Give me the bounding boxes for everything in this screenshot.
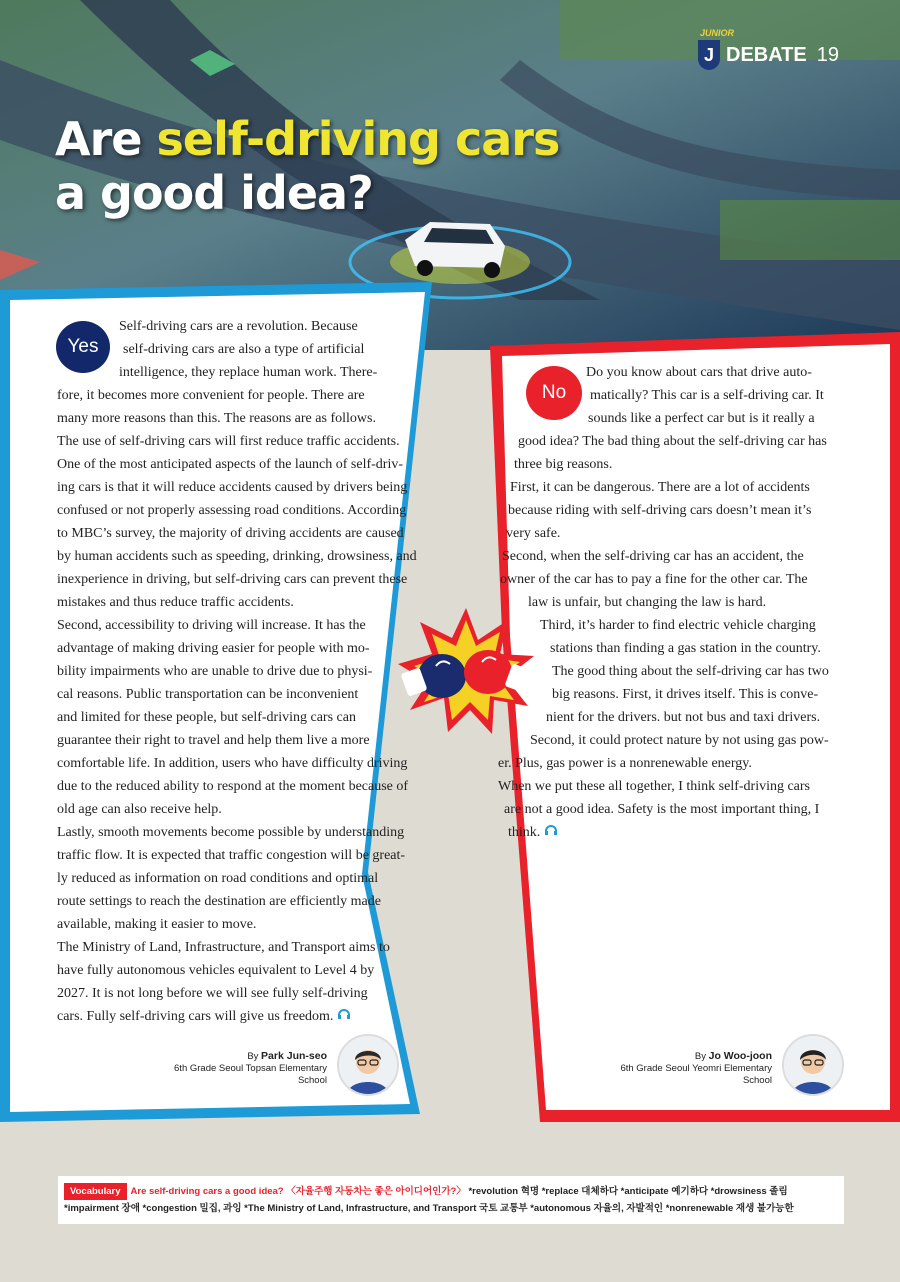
yes-line: many more reasons than this. The reasons are as follows. <box>57 411 376 426</box>
avatar <box>782 1034 844 1096</box>
no-line: nient for the drivers. but not bus and taxi drivers. <box>546 710 821 725</box>
yes-line: traffic flow. It is expected that traffic congestion will be great- <box>57 848 406 863</box>
yes-line: and limited for these people, but self-driving cars can <box>57 710 356 725</box>
yes-line: Lastly, smooth movements become possible by understanding <box>57 825 405 840</box>
yes-badge: Yes <box>56 321 110 373</box>
yes-line: route settings to reach the destination are efficiently made <box>57 894 381 909</box>
boxing-gloves-icon <box>396 606 536 736</box>
yes-line: to MBC’s survey, the majority of driving accidents are caused <box>57 526 404 541</box>
no-line: Do you know about cars that drive auto- <box>586 365 812 380</box>
yes-line: ing cars is that it will reduce accidents caused by drivers being <box>57 480 408 495</box>
no-line: Second, when the self-driving car has an accident, the <box>502 549 804 564</box>
yes-line: available, making it easier to move. <box>57 917 257 932</box>
no-line: because riding with self-driving cars doesn’t mean it’s <box>508 503 812 518</box>
author-school: 6th Grade Seoul Topsan Elementary School <box>174 1063 327 1086</box>
no-line: The good thing about the self-driving car has two <box>552 664 829 679</box>
no-line: stations than finding a gas station in the country. <box>550 641 821 656</box>
yes-line: cars. Fully self-driving cars will give us freedom. <box>57 1009 334 1024</box>
title-highlight: self-driving cars <box>156 112 560 166</box>
no-line: First, it can be dangerous. There are a lot of accidents <box>510 480 810 495</box>
author-school: 6th Grade Seoul Yeomri Elementary School <box>620 1063 772 1086</box>
author-photo-icon <box>784 1036 842 1094</box>
author-name: Jo Woo-joon <box>708 1050 772 1062</box>
yes-line: mistakes and thus reduce traffic accidents. <box>57 595 294 610</box>
no-line: When we put these all together, I think self-driving cars <box>498 779 811 794</box>
no-line: are not a good idea. Safety is the most important thing, I <box>504 802 820 817</box>
page-number: 19 <box>816 43 839 66</box>
yes-line: old age can also receive help. <box>57 802 222 817</box>
yes-line: comfortable life. In addition, users who have difficulty driving <box>57 756 408 771</box>
magazine-brand <box>698 28 839 70</box>
yes-byline <box>150 1050 327 1087</box>
no-line: er. Plus, gas power is a nonrenewable energy. <box>498 756 752 771</box>
vocabulary-question: Are self-driving cars a good idea? 〈자율주행 자동차는 좋은 아이디어인가?〉 <box>130 1186 466 1197</box>
yes-line: have fully autonomous vehicles equivalent to Level 4 by <box>57 963 375 978</box>
no-byline <box>590 1050 772 1087</box>
no-line: owner of the car has to pay a fine for the other car. The <box>500 572 808 587</box>
yes-line: fore, it becomes more convenient for people. There are <box>57 388 365 403</box>
yes-line: bility impairments who are unable to drive due to physi- <box>57 664 373 679</box>
no-badge: No <box>526 366 582 420</box>
author-photo-icon <box>339 1036 397 1094</box>
byline-prefix: By <box>694 1051 709 1062</box>
no-line: think. <box>508 825 541 840</box>
no-line: matically? This car is a self-driving car. It <box>590 388 824 403</box>
vocabulary-tag: Vocabulary <box>64 1183 127 1200</box>
byline-prefix: By <box>247 1051 262 1062</box>
yes-line: intelligence, they replace human work. There- <box>119 365 378 380</box>
no-line: Third, it’s harder to find electric vehicle charging <box>540 618 816 633</box>
yes-line: advantage of making driving easier for people with mo- <box>57 641 370 656</box>
vocabulary-box <box>58 1176 844 1224</box>
no-line: good idea? The bad thing about the self-driving car has <box>518 434 827 449</box>
author-name: Park Jun-seo <box>261 1050 327 1062</box>
yes-line: cal reasons. Public transportation can be inconvenient <box>57 687 359 702</box>
brand-junior-label: JUNIOR <box>700 28 735 38</box>
yes-line: The Ministry of Land, Infrastructure, and Transport aims to <box>57 940 390 955</box>
yes-line: Self-driving cars are a revolution. Because <box>119 319 358 334</box>
title-part1: Are <box>55 112 157 166</box>
no-line: Second, it could protect nature by not using gas pow- <box>530 733 829 748</box>
title-line2: a good idea? <box>55 166 373 220</box>
yes-article <box>57 315 442 1028</box>
yes-line: inexperience in driving, but self-driving cars can prevent these <box>57 572 408 587</box>
yes-line: guarantee their right to travel and help them live a more <box>57 733 370 748</box>
yes-line: confused or not properly assessing road conditions. According <box>57 503 407 518</box>
page-title <box>55 112 559 220</box>
no-article <box>498 361 858 844</box>
yes-line-last <box>57 1005 442 1028</box>
yes-line: Second, accessibility to driving will increase. It has the <box>57 618 366 633</box>
brand-logo-j: J <box>698 40 720 70</box>
yes-line: self-driving cars are also a type of artificial <box>123 342 365 357</box>
yes-line: ly reduced as information on road conditions and optimal <box>57 871 379 886</box>
no-line: big reasons. First, it drives itself. This is conve- <box>552 687 819 702</box>
avatar <box>337 1034 399 1096</box>
headphones-icon <box>337 1008 351 1020</box>
headphones-icon <box>544 824 558 836</box>
yes-line: One of the most anticipated aspects of the launch of self-driv- <box>57 457 403 472</box>
section-label: DEBATE <box>726 43 807 66</box>
no-line: sounds like a perfect car but is it really a <box>588 411 815 426</box>
yes-line: The use of self-driving cars will first reduce traffic accidents. <box>57 434 400 449</box>
no-line: law is unfair, but changing the law is hard. <box>528 595 767 610</box>
no-line: very safe. <box>506 526 561 541</box>
yes-line: due to the reduced ability to respond at the moment because of <box>57 779 409 794</box>
vocabulary-terms: *revolution 혁명 *replace 대체하다 *anticipate 예기하다 *drowsiness 졸림 *impairment 장애 *congestion 밀집, 과잉 *The Ministry of Land, Infrastructure, and Transport 국토 교통부 *autonomous 자율의, 자발적인 *nonrenewable 재생 불가능한 <box>64 1186 794 1214</box>
yes-line: 2027. It is not long before we will see fully self-driving <box>57 986 368 1001</box>
no-line-last <box>498 821 858 844</box>
vocabulary-text <box>64 1183 838 1217</box>
no-line: three big reasons. <box>514 457 613 472</box>
yes-line: by human accidents such as speeding, drinking, drowsiness, and <box>57 549 417 564</box>
